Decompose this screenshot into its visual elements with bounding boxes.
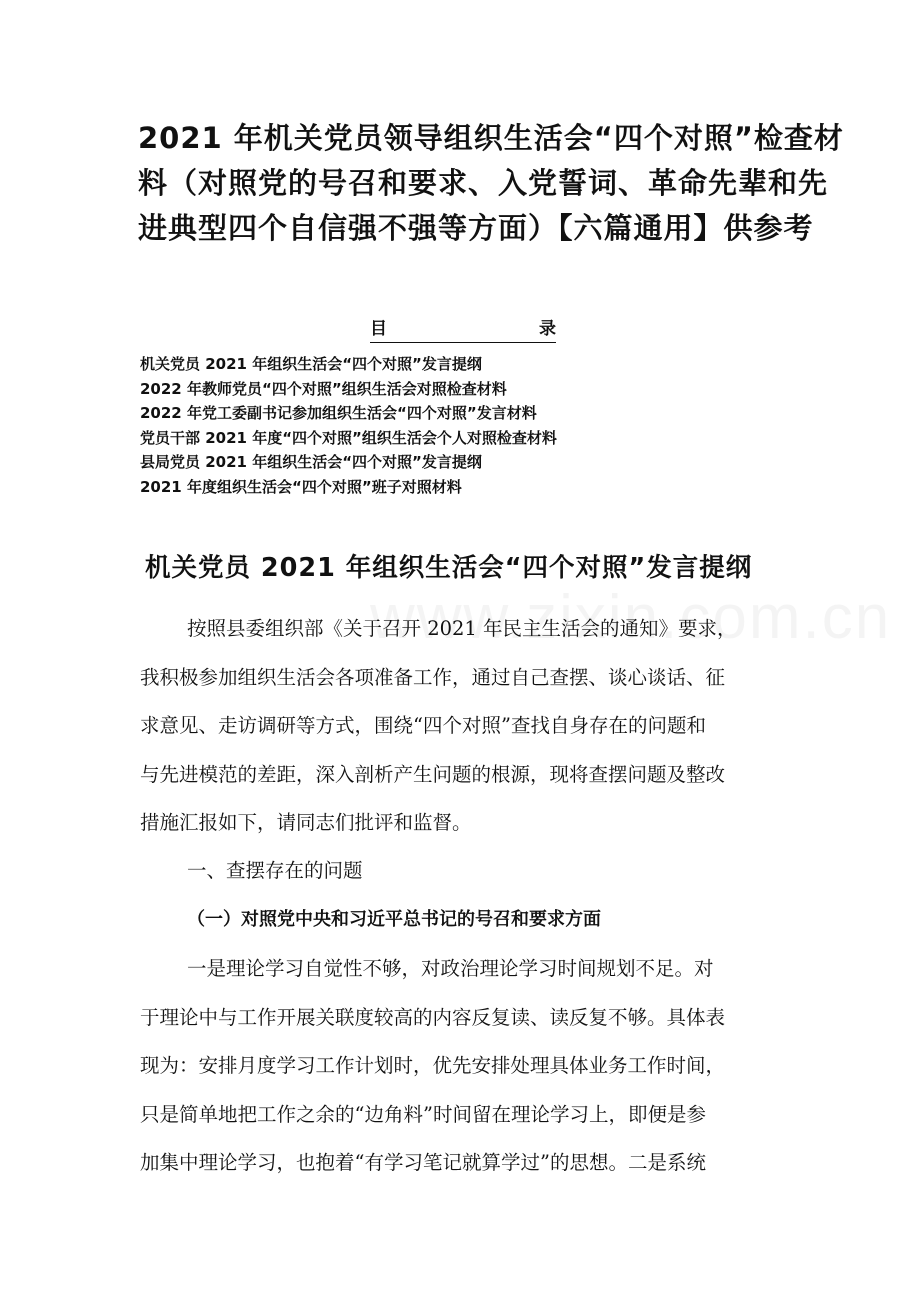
toc-heading-right: 录: [539, 319, 556, 339]
intro-paragraph: [140, 605, 790, 848]
toc-item[interactable]: 2022 年党工委副书记参加组织生活会“四个对照”发言材料: [140, 404, 537, 423]
toc-item[interactable]: 机关党员 2021 年组织生活会“四个对照”发言提纲: [140, 355, 482, 373]
paragraph-line: 按照县委组织部《关于召开 2021 年民主生活会的通知》要求，: [187, 617, 737, 640]
toc-item[interactable]: 2021 年度组织生活会“四个对照”班子对照材料: [140, 477, 462, 496]
paragraph-line: 加集中理论学习，也抱着“有学习笔记就算学过”的思想。二是系统: [140, 1151, 706, 1174]
paragraph-line: 现为：安排月度学习工作计划时，优先安排处理具体业务工作时间，: [140, 1054, 726, 1077]
title-line: 料（对照党的号召和要求、入党誓词、革命先辈和先: [138, 166, 829, 200]
subheading-level-1: [140, 847, 790, 896]
paragraph-line: 与先进模范的差距，深入剖析产生问题的根源，现将查摆问题及整改: [140, 762, 726, 786]
body-paragraph: [140, 945, 790, 1188]
subheading-text: 一、查摆存在的问题: [187, 859, 363, 882]
toc-item[interactable]: 2022 年教师党员“四个对照”组织生活会对照检查材料: [140, 379, 507, 398]
paragraph-line: 只是简单地把工作之余的“边角料”时间留在理论学习上，即便是参: [140, 1102, 706, 1126]
title-line: 2021 年机关党员领导组织生活会“四个对照”检查材: [138, 121, 844, 155]
paragraph-line: 一是理论学习自觉性不够，对政治理论学习时间规划不足。对: [187, 957, 714, 980]
paragraph-line: 于理论中与工作开展关联度较高的内容反复读、读反复不够。具体表: [140, 1005, 726, 1029]
paragraph-line: 我积极参加组织生活会各项准备工作，通过自己查摆、谈心谈话、征: [140, 665, 726, 689]
document-title: [138, 116, 844, 251]
toc-heading-left: 目: [370, 319, 387, 339]
toc-item[interactable]: 县局党员 2021 年组织生活会“四个对照”发言提纲: [140, 453, 482, 472]
paragraph-line: 措施汇报如下，请同志们批评和监督。: [140, 811, 472, 834]
toc-heading: [370, 316, 556, 343]
subheading-text: （一）对照党中央和习近平总书记的号召和要求方面: [187, 909, 601, 930]
section-title: 机关党员 2021 年组织生活会“四个对照”发言提纲: [145, 553, 753, 583]
toc-item[interactable]: 党员干部 2021 年度“四个对照”组织生活会个人对照检查材料: [140, 428, 557, 447]
title-line: 进典型四个自信强不强等方面）【六篇通用】供参考: [138, 211, 814, 245]
table-of-contents: [140, 352, 780, 500]
subheading-level-2: [140, 896, 790, 945]
paragraph-line: 求意见、走访调研等方式，围绕“四个对照”查找自身存在的问题和: [140, 714, 706, 737]
